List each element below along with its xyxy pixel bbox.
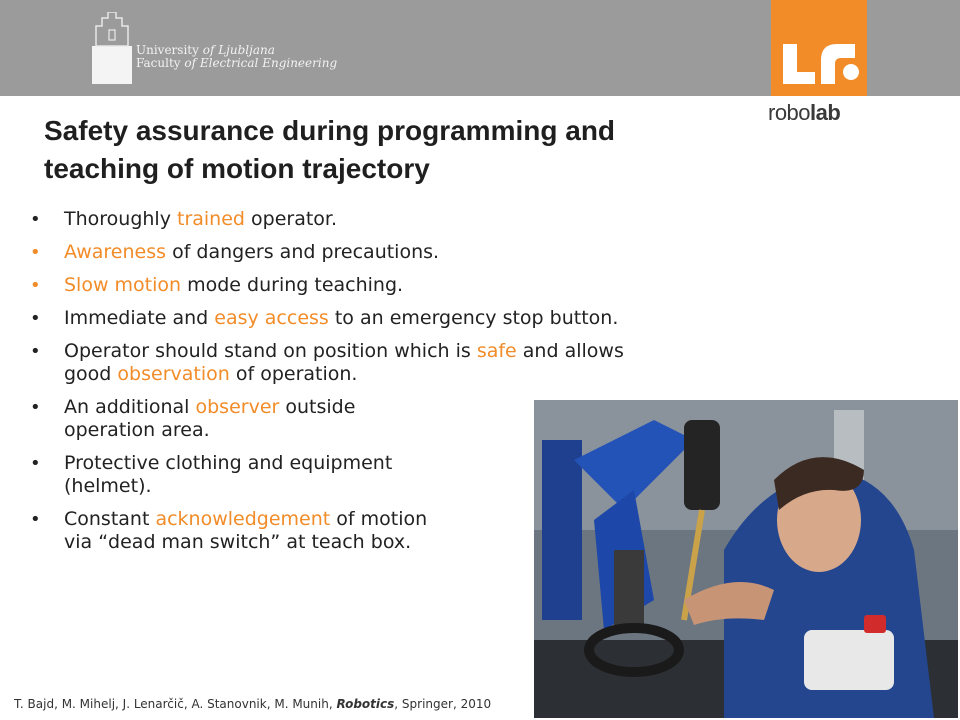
bullet-icon: • — [30, 209, 41, 230]
bullet-icon: • — [30, 308, 41, 329]
citation-footer: T. Bajd, M. Mihelj, J. Lenarčič, A. Stanovnik, M. Munih, Robotics, Springer, 2010 — [14, 697, 492, 711]
lab-logo-tile — [771, 0, 867, 96]
slide-title: Safety assurance during programming and teaching of motion trajectory — [44, 115, 616, 184]
lr-logo-icon — [771, 0, 867, 96]
university-seal-icon — [92, 12, 132, 84]
bullet-item: • Immediate and easy access to an emergency stop button. — [30, 307, 619, 329]
bullet-icon: • — [30, 242, 41, 263]
bullet-item: • Awareness of dangers and precautions. — [30, 241, 440, 263]
robolab-logo-text: robolab — [768, 100, 841, 125]
bullet-icon: • — [30, 341, 41, 362]
bullet-item: • Operator should stand on position which is safe and allows good observation of operation. — [30, 340, 624, 385]
bullet-item: • An additional observer outside operation area. — [30, 396, 356, 441]
bullet-item: • Slow motion mode during teaching. — [30, 274, 404, 296]
bullet-icon: • — [30, 453, 41, 474]
bullet-item: • Protective clothing and equipment (helmet). — [30, 452, 393, 497]
bullet-icon: • — [30, 397, 41, 418]
bullet-icon: • — [30, 509, 41, 530]
bullet-item: • Thoroughly trained operator. — [30, 208, 338, 230]
robot-welding-photo — [534, 400, 958, 718]
bullet-item: • Constant acknowledgement of motion via “dead man switch” at teach box. — [30, 508, 428, 553]
bullet-icon: • — [30, 275, 41, 296]
header-band — [0, 0, 960, 96]
university-name: University of Ljubljana Faculty of Electrical Engineering — [136, 43, 338, 70]
